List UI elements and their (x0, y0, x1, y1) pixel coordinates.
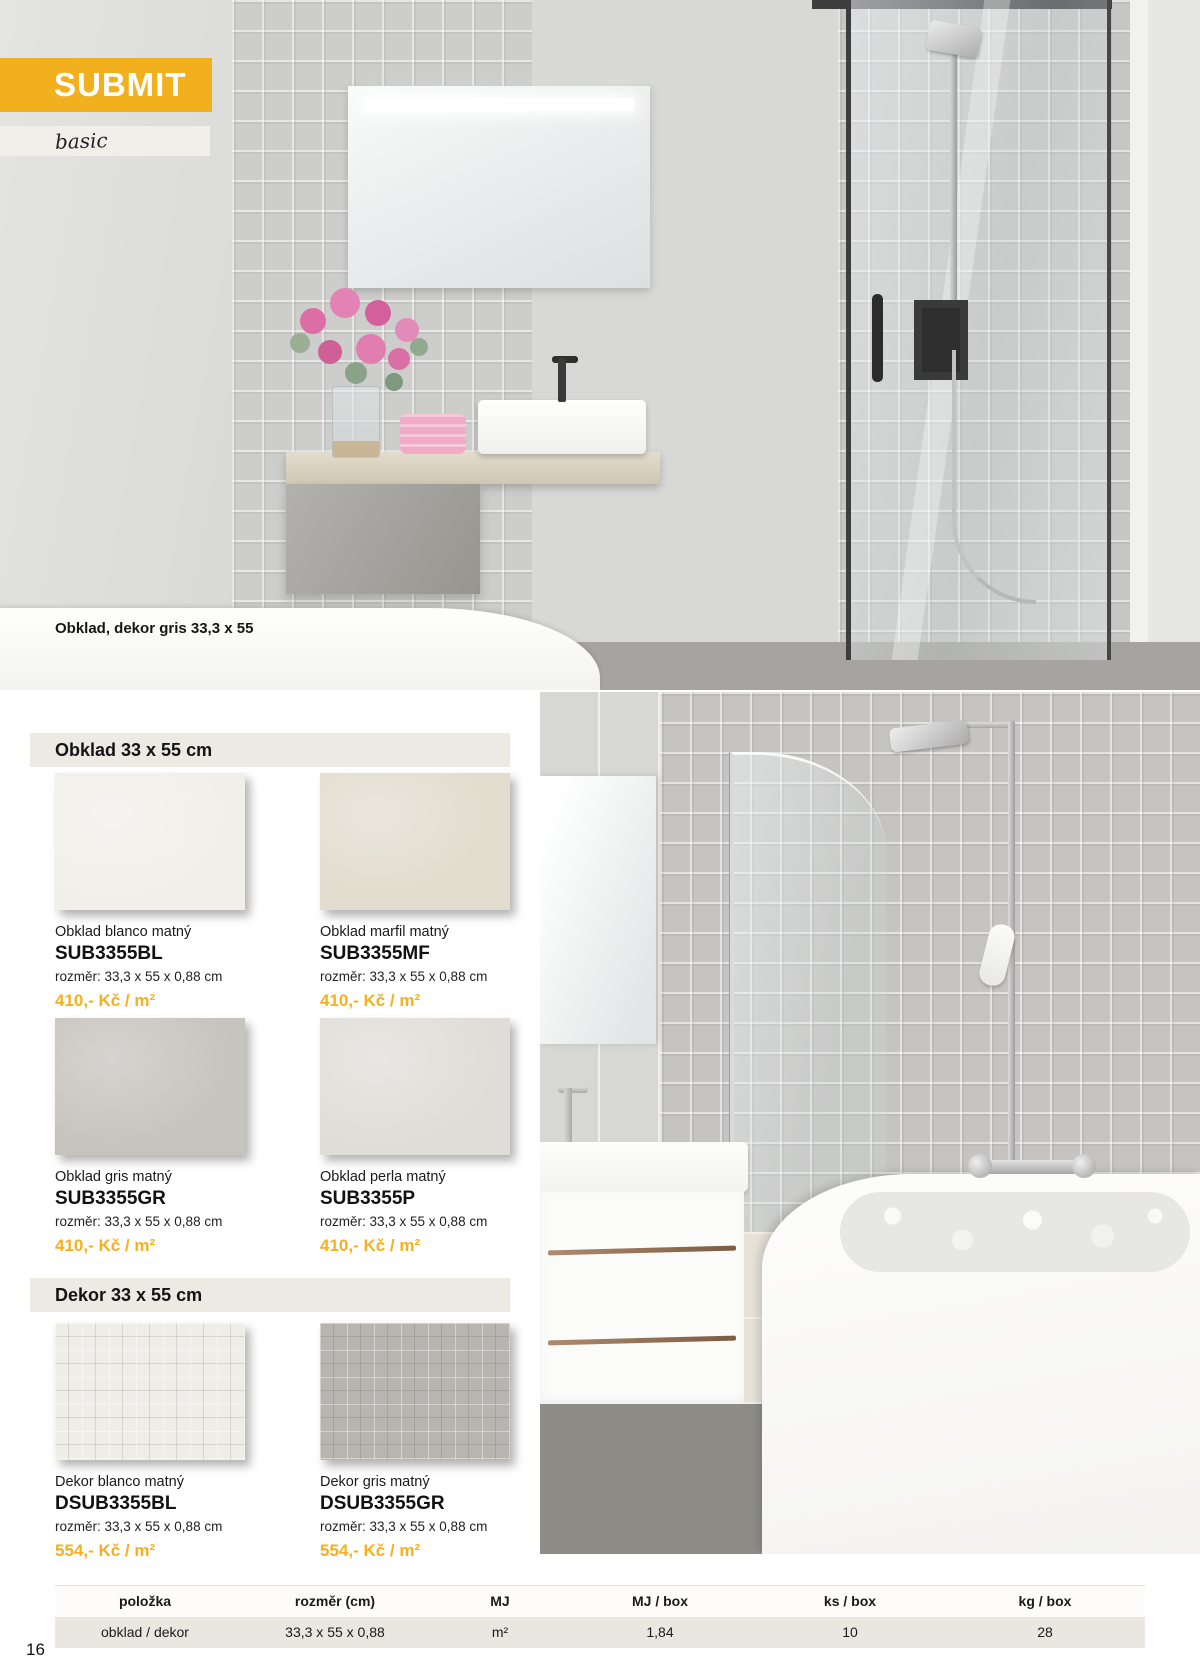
photo2-washbasin (540, 1142, 748, 1192)
spec-table (55, 1585, 1145, 1648)
product-card (55, 1323, 300, 1561)
hero-caption: Obklad, dekor gris 33,3 x 55 (55, 620, 254, 637)
bath-foam (840, 1192, 1190, 1272)
tile-swatch-blanco (55, 773, 245, 910)
bathtub-photo (540, 692, 1200, 1554)
product-card (55, 773, 300, 1011)
col-header: MJ (490, 1593, 510, 1609)
product-name: Obklad marfil matný (320, 924, 449, 940)
col-header: MJ / box (631, 1593, 688, 1609)
tile-swatch-dekor-gris (320, 1323, 510, 1460)
product-price: 410,- Kč / m² (55, 991, 156, 1010)
product-size: rozměr: 33,3 x 55 x 0,88 cm (320, 969, 488, 984)
col-header: ks / box (823, 1593, 877, 1609)
product-size: rozměr: 33,3 x 55 x 0,88 cm (320, 1214, 488, 1229)
vanity-cabinet (286, 484, 480, 594)
tile-swatch-dekor-blanco (55, 1323, 245, 1460)
col-header: rozměr (cm) (294, 1593, 376, 1609)
series-label: basic (54, 128, 108, 154)
product-size: rozměr: 33,3 x 55 x 0,88 cm (55, 969, 223, 984)
section-header-dekor: Dekor 33 x 55 cm (30, 1278, 510, 1312)
cell-rozmer: 33,3 x 55 x 0,88 (285, 1624, 385, 1640)
product-price: 554,- Kč / m² (320, 1541, 421, 1560)
bathroom-mirror (348, 86, 650, 288)
series-badge (0, 126, 210, 156)
product-price: 410,- Kč / m² (320, 1236, 421, 1255)
product-size: rozměr: 33,3 x 55 x 0,88 cm (55, 1214, 223, 1229)
product-name: Obklad gris matný (55, 1169, 172, 1185)
faucet (558, 358, 566, 402)
photo2-floor (540, 1404, 790, 1554)
product-name: Dekor blanco matný (55, 1474, 184, 1490)
hero-photo (0, 0, 1200, 690)
product-code: SUB3355BL (55, 943, 163, 964)
product-card (320, 773, 565, 1011)
photo2-vanity (540, 1192, 744, 1404)
pink-towel (400, 414, 466, 454)
spec-table-header (55, 1585, 1145, 1617)
product-size: rozměr: 33,3 x 55 x 0,88 cm (320, 1519, 488, 1534)
page-number: 16 (26, 1640, 45, 1659)
cell-ks-box: 10 (842, 1624, 858, 1640)
product-price: 410,- Kč / m² (320, 991, 421, 1010)
cell-kg-box: 28 (1037, 1624, 1053, 1640)
product-name: Obklad perla matný (320, 1169, 446, 1185)
section-header-obklad: Obklad 33 x 55 cm (30, 733, 510, 767)
product-code: DSUB3355BL (55, 1493, 177, 1514)
mixer-knob (1072, 1154, 1096, 1178)
glass-vase (332, 386, 380, 458)
product-price: 554,- Kč / m² (55, 1541, 156, 1560)
product-card (320, 1018, 565, 1256)
product-card (320, 1323, 565, 1561)
product-name: Dekor gris matný (320, 1474, 430, 1490)
product-size: rozměr: 33,3 x 55 x 0,88 cm (55, 1519, 223, 1534)
photo2-faucet (564, 1088, 572, 1142)
product-price: 410,- Kč / m² (55, 1236, 156, 1255)
vase-pebbles (333, 441, 379, 457)
brand-badge: SUBMIT (0, 58, 212, 112)
col-header: kg / box (1018, 1593, 1072, 1609)
product-code: DSUB3355GR (320, 1493, 445, 1514)
product-card (55, 1018, 300, 1256)
tile-swatch-marfil (320, 773, 510, 910)
spec-table-row (55, 1617, 1145, 1648)
product-code: SUB3355P (320, 1188, 416, 1209)
product-code: SUB3355GR (55, 1188, 166, 1209)
hero-wall-corner (1130, 0, 1148, 690)
col-header: položka (118, 1593, 172, 1609)
product-code: SUB3355MF (320, 943, 430, 964)
tile-swatch-perla (320, 1018, 510, 1155)
tile-swatch-gris (55, 1018, 245, 1155)
mixer-knob (968, 1154, 992, 1178)
cell-polozka: obklad / dekor (101, 1624, 189, 1640)
washbasin (478, 400, 646, 454)
product-name: Obklad blanco matný (55, 924, 192, 940)
cell-mj: m² (491, 1624, 509, 1640)
cell-mj-box: 1,84 (646, 1624, 674, 1640)
shower-door-handle (872, 294, 883, 382)
mirror-led-strip (364, 98, 634, 111)
hero-right-wall (1148, 0, 1200, 690)
